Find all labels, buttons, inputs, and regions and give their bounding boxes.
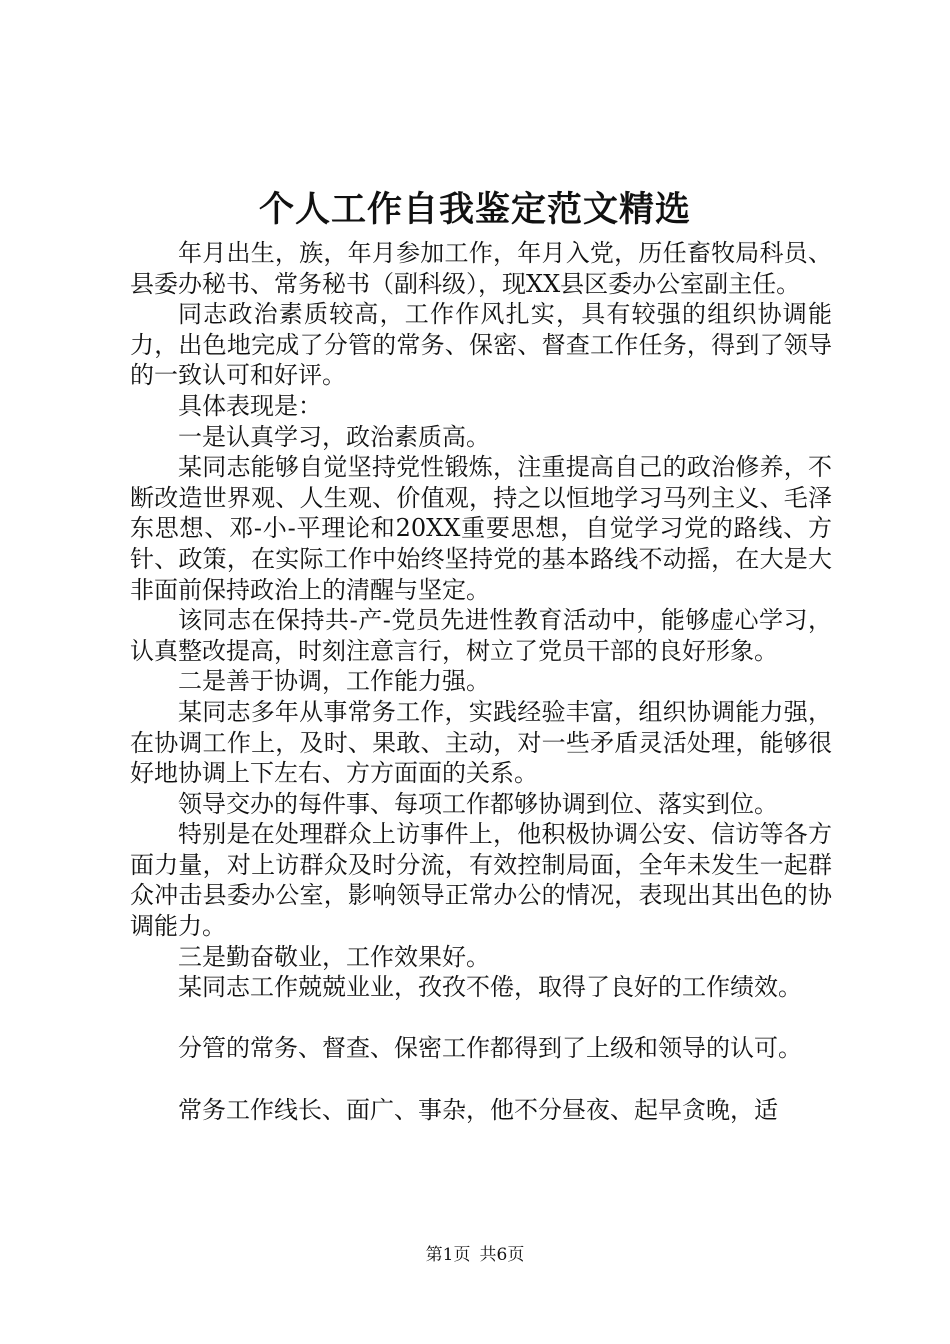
- paragraph: 该同志在保持共-产-党员先进性教育活动中，能够虚心学习，认真整改提高，时刻注意言行，树立了党员干部的良好形象。: [130, 606, 832, 665]
- paragraph: 常务工作线长、面广、事杂，他不分昼夜、起早贪晚，适: [178, 1095, 778, 1124]
- section-heading: 三是勤奋敬业，工作效果好。: [178, 942, 490, 971]
- page-footer: [0, 1244, 950, 1266]
- page-title: 个人工作自我鉴定范文精选: [258, 189, 691, 230]
- paragraph: 特别是在处理群众上访事件上，他积极协调公安、信访等各方面力量，对上访群众及时分流，有效控制局面，全年未发生一起群众冲击县委办公室，影响领导正常办公的情况，表现出其出色的协调能力。: [130, 820, 832, 941]
- paragraph: 某同志能够自觉坚持党性锻炼，注重提高自己的政治修养，不断改造世界观、人生观、价值观，持之以恒地学习马列主义、毛泽东思想、邓-小-平理论和20XX重要思想，自觉学习党的路线、方针、政策，在实际工作中始终坚持党的基本路线不动摇，在大是大非面前保持政治上的清醒与坚定。: [130, 453, 832, 604]
- paragraph: 分管的常务、督查、保密工作都得到了上级和领导的认可。: [178, 1034, 802, 1063]
- paragraph: 某同志多年从事常务工作，实践经验丰富，组织协调能力强，在协调工作上，及时、果敢、主动，对一些矛盾灵活处理，能够很好地协调上下左右、方方面面的关系。: [130, 697, 832, 788]
- paragraph: 具体表现是：: [178, 391, 322, 420]
- document-body: [130, 238, 832, 1125]
- page-number-current: 第1页: [425, 1245, 471, 1265]
- section-heading: 二是善于协调，工作能力强。: [178, 667, 490, 696]
- page-number-total: 共6页: [479, 1245, 525, 1265]
- paragraph: 同志政治素质较高，工作作风扎实，具有较强的组织协调能力，出色地完成了分管的常务、保密、督查工作任务，得到了领导的一致认可和好评。: [130, 300, 832, 390]
- section-heading: 一是认真学习，政治素质高。: [178, 422, 490, 451]
- paragraph: 某同志工作兢兢业业，孜孜不倦，取得了良好的工作绩效。: [178, 973, 802, 1002]
- paragraph: 领导交办的每件事、每项工作都够协调到位、落实到位。: [178, 789, 778, 818]
- paragraph: 年月出生，族，年月参加工作，年月入党，历任畜牧局科员、县委办秘书、常务秘书（副科级），现XX县区委办公室副主任。: [130, 239, 832, 298]
